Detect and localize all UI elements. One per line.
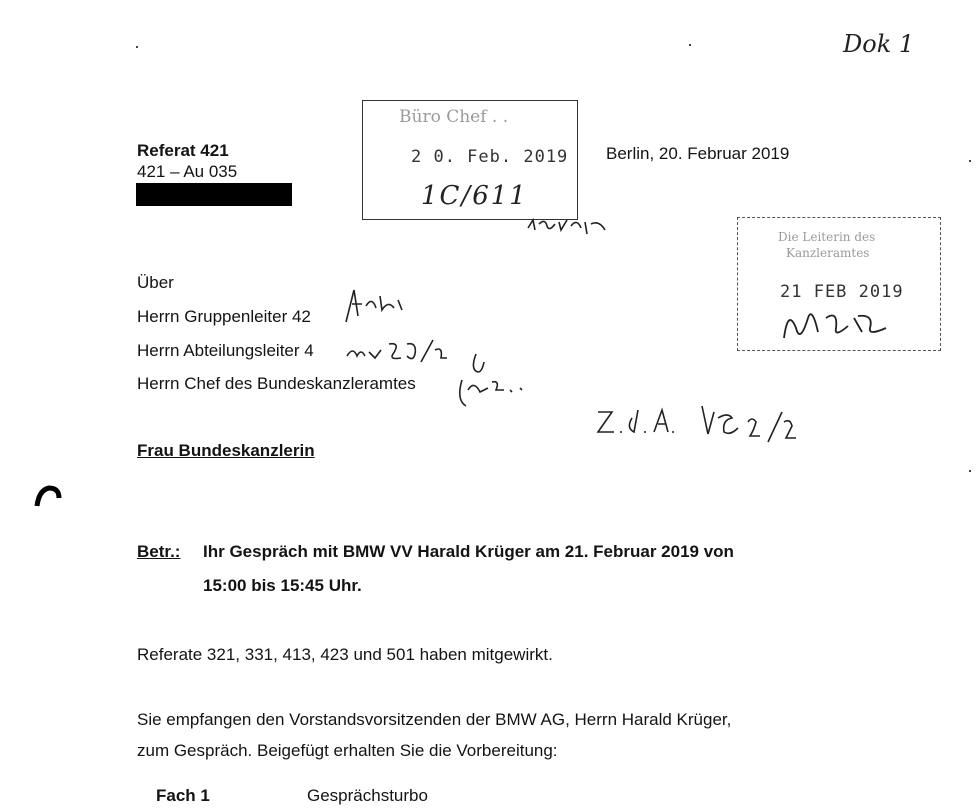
stamp-date: 2 0. Feb. 2019 — [411, 147, 569, 167]
body-paragraph-2-line-1: Sie empfangen den Vorstandsvorsitzenden der BMW AG, Herrn Harald Krüger, — [137, 710, 732, 729]
attachment-label: Fach 1 — [156, 786, 210, 805]
redaction-bar — [136, 183, 292, 206]
receipt-stamp-buero-chef — [362, 100, 578, 220]
stamp-title: Büro Chef . . — [399, 107, 509, 127]
handwritten-signature — [778, 288, 908, 352]
handwritten-initials-gl — [340, 286, 420, 326]
handwritten-zda-note — [592, 398, 818, 450]
stamp-title-line1: Die Leiterin des — [778, 230, 876, 244]
attachment-title: Gesprächsturbo — [307, 786, 428, 805]
stamp-date: 21 FEB 2019 — [780, 282, 904, 302]
routing-line-chef: Herrn Chef des Bundeskanzleramtes — [137, 374, 416, 393]
scan-speck — [969, 470, 971, 472]
scan-artifact — [33, 482, 63, 512]
aktenzeichen: 421 – Au 035 — [137, 162, 238, 181]
body-paragraph-1: Referate 321, 331, 413, 423 und 501 haben mitgewirkt. — [137, 645, 553, 664]
scan-speck — [136, 46, 138, 48]
handwritten-initials-al — [343, 336, 448, 366]
subject-label: Betr.: — [137, 542, 181, 561]
subject-line-2: 15:00 bis 15:45 Uhr. — [203, 576, 362, 595]
routing-via: Über — [137, 273, 174, 292]
body-paragraph-2-line-2: zum Gespräch. Beigefügt erhalten Sie die Vorbereitung: — [137, 741, 558, 760]
handwritten-initials — [525, 214, 610, 240]
handwritten-initials-chef — [452, 350, 532, 410]
routing-line-abteilungsleiter: Herrn Abteilungsleiter 4 — [137, 341, 314, 360]
stamp-title-line2: Kanzleramtes — [786, 246, 870, 260]
routing-line-gruppenleiter: Herrn Gruppenleiter 42 — [137, 307, 311, 326]
scan-speck — [969, 160, 971, 162]
stamp-number: 1C/611 — [421, 181, 528, 211]
scan-speck — [689, 44, 691, 46]
subject-line-1: Ihr Gespräch mit BMW VV Harald Krüger am 21. Februar 2019 von — [203, 542, 734, 561]
place-date: Berlin, 20. Februar 2019 — [606, 144, 790, 163]
referat-heading: Referat 421 — [137, 141, 229, 160]
page-annotation: Dok 1 — [843, 30, 915, 58]
receipt-stamp-kanzleramt — [737, 217, 941, 351]
recipient: Frau Bundeskanzlerin — [137, 441, 315, 460]
